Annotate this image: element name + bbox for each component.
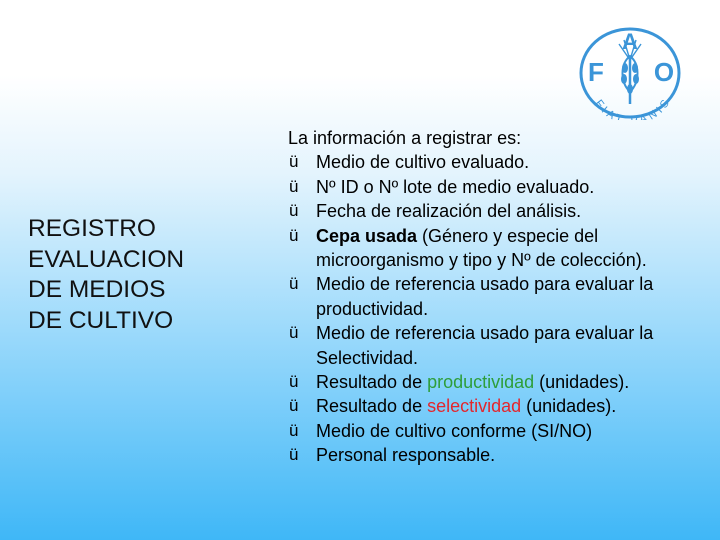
checkmark-icon: ü <box>289 445 299 465</box>
content-block <box>288 126 708 468</box>
item-text: (Género y especie del microorganismo y tipo y Nº de colección). <box>316 225 647 271</box>
title-line: DE MEDIOS <box>28 276 166 303</box>
checkmark-icon: ü <box>289 176 299 196</box>
item-text: (unidades). <box>521 396 617 417</box>
highlight-productividad: productividad <box>427 372 535 393</box>
list-item <box>288 150 708 174</box>
list-item <box>288 272 708 321</box>
checkmark-icon: ü <box>289 201 299 221</box>
checkmark-icon: ü <box>289 323 299 343</box>
list-item <box>288 175 708 199</box>
title-line: EVALUACION <box>28 245 185 273</box>
list-item <box>288 370 708 394</box>
logo-letter-o: O <box>653 57 675 87</box>
checkmark-icon: ü <box>289 274 299 294</box>
highlight-selectividad: selectividad <box>427 396 522 417</box>
item-text: Resultado de <box>316 372 428 393</box>
checkmark-icon: ü <box>289 225 299 245</box>
item-text: (unidades). <box>534 372 630 393</box>
intro-text: La información a registrar es: <box>288 128 522 148</box>
list-item <box>288 394 708 418</box>
fao-logo <box>576 26 684 120</box>
item-text: Fecha de realización del análisis. <box>316 201 582 222</box>
slide-title <box>28 214 248 336</box>
checkmark-icon: ü <box>289 152 299 172</box>
item-text: Nº ID o Nº lote de medio evaluado. <box>316 176 595 197</box>
item-text: Personal responsable. <box>316 445 496 466</box>
item-bold-text: Cepa usada <box>316 225 418 246</box>
checkmark-icon: ü <box>289 420 299 440</box>
checklist <box>288 150 708 467</box>
item-text: Medio de cultivo conforme (SI/NO) <box>316 420 593 441</box>
logo-motto: FIAT ANIS <box>592 94 674 120</box>
checkmark-icon: ü <box>289 372 299 392</box>
title-line: DE CULTIVO <box>28 306 174 334</box>
list-item <box>288 199 708 223</box>
list-item <box>288 443 708 467</box>
checkmark-icon: ü <box>289 396 299 416</box>
svg-text:FIAT PANIS <box>592 95 673 120</box>
item-text: Medio de referencia usado para evaluar la Selectividad. <box>316 323 654 368</box>
list-item <box>288 419 708 443</box>
logo-letter-a: A <box>622 29 638 54</box>
title-line: REGISTRO <box>28 215 156 242</box>
list-item <box>288 224 708 273</box>
fao-emblem-icon <box>576 26 684 120</box>
item-text: Resultado de <box>316 396 428 417</box>
item-text: Medio de referencia usado para evaluar la productividad. <box>316 274 654 319</box>
item-text: Medio de cultivo evaluado. <box>316 152 530 173</box>
list-item <box>288 321 708 370</box>
logo-letter-f: F <box>588 57 604 87</box>
